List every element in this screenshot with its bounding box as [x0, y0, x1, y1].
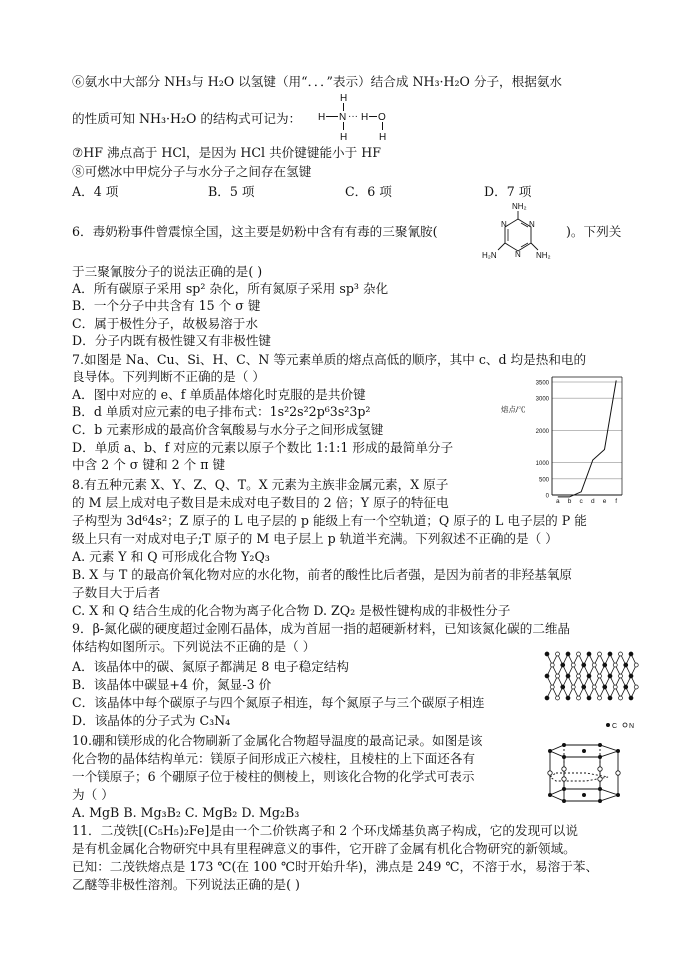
- q10-stem-3: 一个镁原子；6 个硼原子位于棱柱的侧棱上，则该化合物的化学式可表示: [72, 769, 475, 784]
- q7-option-c: C．b 元素形成的最高价含氧酸易与水分子之间形成氢键: [72, 422, 384, 437]
- q7-stem: 7.如图是 Na、Cu、Si、H、C、N 等元素单质的熔点高低的顺序，其中 c、d 均是热和电的: [72, 352, 587, 367]
- q6-option-a: A．所有碳原子采用 sp² 杂化，所有氮原子采用 sp³ 杂化: [72, 281, 389, 296]
- q6-option-c: C．属于极性分子，故极易溶于水: [72, 316, 258, 331]
- q10-stem-2: 化合物的晶体结构单元：镁原子间形成正六棱柱，且棱柱的上下面还各有: [72, 751, 475, 766]
- lattice-nitrogen-atom: [619, 674, 623, 678]
- chart-ytick-label: 2000: [535, 428, 549, 435]
- formula-h-top: H: [340, 93, 348, 104]
- lattice-nitrogen-atom: [619, 696, 623, 700]
- lattice-nitrogen-atom: [577, 674, 581, 678]
- q8-stem-4: 级上只有一对成对电子;T 原子的 M 电子层上 p 轨道半充满。下列叙述不正确的是（ ）: [72, 531, 558, 546]
- chart-xtick-label: d: [591, 498, 595, 505]
- q8-stem: 8.有五种元素 X、Y、Z、Q、T。X 元素为主族非金属元素，X 原子: [72, 477, 449, 492]
- lattice-nitrogen-atom: [598, 674, 602, 678]
- melamine-structure: [478, 200, 558, 266]
- lattice-nitrogen-atom: [598, 696, 602, 700]
- chart-ytick-label: 3000: [535, 396, 549, 403]
- lattice-nitrogen-atom: [577, 652, 581, 656]
- lattice-carbon-atom: [561, 663, 565, 667]
- q10-options: A. MgB B. Mg₃B₂ C. MgB₂ D. Mg₂B₃: [72, 805, 300, 820]
- lattice-carbon-atom: [608, 652, 612, 656]
- legend-n-label: N: [629, 723, 635, 730]
- q5-options: [72, 184, 592, 200]
- chart-xtick-label: e: [602, 498, 607, 505]
- lattice-carbon-atom: [608, 696, 612, 700]
- lattice-carbon-atom: [624, 663, 628, 667]
- q8-option-a: A. 元素 Y 和 Q 可形成化合物 Y₂Q₃: [72, 549, 270, 564]
- q9-stem-cont: 体结构如图所示。下列说法不正确的是（ ）: [72, 639, 316, 654]
- lattice-carbon-atom: [629, 674, 633, 678]
- lattice-carbon-atom: [545, 674, 549, 678]
- q6-stem-part1: 6．毒奶粉事件曾震惊全国，这主要是奶粉中含有有毒的三聚氰胺(: [72, 224, 438, 239]
- formula-hbond-dots: ···: [348, 111, 358, 122]
- melamine-nh2-top: NH₂: [512, 202, 527, 211]
- formula-n: N: [339, 112, 347, 123]
- q8-option-b: B. X 与 T 的最高价氧化物对应的水化物，前者的酸性比后者强，是因为前者的非羟基氧原: [72, 567, 573, 582]
- nh3h2o-structural-formula: [318, 92, 398, 144]
- q7-option-d-cont: 中含 2 个 σ 键和 2 个 π 键: [72, 457, 226, 472]
- q6-stem-cont: 于三聚氰胺分子的说法正确的是( ): [72, 264, 263, 279]
- melamine-ring-n-2: N: [501, 220, 507, 229]
- lattice-nitrogen-atom: [592, 663, 596, 667]
- q5-item-6: ⑥氨水中大部分 NH₃与 H₂O 以氢键（用“．．．”表示）结合成 NH₃·H₂O 分子，根据氨水: [72, 74, 563, 89]
- chart-xtick-label: f: [615, 498, 618, 505]
- lattice-carbon-atom: [629, 652, 633, 656]
- q9-option-c: C．该晶体中每个碳原子与四个氮原子相连，每个氮原子与三个碳原子相连: [72, 695, 485, 710]
- q9-stem: 9．β-氮化碳的硬度超过金刚石晶体，成为首屈一指的超硬新材料，已知该氮化碳的二维晶: [72, 621, 571, 636]
- lattice-carbon-atom: [624, 685, 628, 689]
- q11-stem: 11．二茂铁[(C₅H₅)₂Fe]是由一个二价铁离子和 2 个环戊烯基负离子构成，它的发现可以说: [72, 823, 578, 838]
- q6-option-d: D．分子内既有极性键又有非极性键: [72, 333, 272, 348]
- q5-item-7: ⑦HF 沸点高于 HCl，是因为 HCl 共价键键能小于 HF: [72, 145, 381, 160]
- q8-option-b-cont: 子数目大于后者: [72, 585, 161, 600]
- formula-h-left: H: [318, 112, 326, 123]
- lattice-carbon-atom: [582, 685, 586, 689]
- formula-o: O: [378, 112, 386, 123]
- lattice-carbon-atom: [587, 674, 591, 678]
- q11-stem-2: 是有机金属化合物研究中具有里程碑意义的事件，它开辟了金属有机化合物研究的新领域。: [72, 841, 576, 856]
- lattice-nitrogen-atom: [592, 685, 596, 689]
- lattice-nitrogen-atom: [556, 674, 560, 678]
- chart-xtick-label: a: [556, 498, 560, 505]
- lattice-carbon-atom: [608, 674, 612, 678]
- lattice-nitrogen-atom: [613, 685, 617, 689]
- q7-option-d: D．单质 a、b、f 对应的元素以原子个数比 1:1:1 形成的最简单分子: [72, 440, 454, 455]
- lattice-nitrogen-atom: [556, 696, 560, 700]
- q9-option-b: B．该晶体中碳显+4 价，氮显-3 价: [72, 677, 272, 692]
- lattice-nitrogen-atom: [634, 685, 638, 689]
- lattice-nitrogen-atom: [550, 663, 554, 667]
- lattice-nitrogen-atom: [556, 652, 560, 656]
- lattice-carbon-atom: [566, 652, 570, 656]
- q5-option-d: D．7 项: [484, 184, 532, 199]
- lattice-carbon-atom: [545, 652, 549, 656]
- melamine-nh2-right: NH₂: [536, 251, 551, 260]
- q9-option-a: A．该晶体中的碳、氮原子都满足 8 电子稳定结构: [72, 659, 349, 674]
- lattice-carbon-atom: [582, 663, 586, 667]
- melamine-ring-n-1: N: [529, 220, 535, 229]
- q7-option-a: A．图中对应的 e、f 单质晶体熔化时克服的是共价键: [72, 387, 366, 402]
- q11-stem-3: 已知：二茂铁熔点是 173 ℃(在 100 ℃时开始升华)，沸点是 249 ℃，不溶于水，易溶于苯、: [72, 859, 599, 874]
- chart-ytick-label: 0: [545, 493, 549, 500]
- lattice-carbon-atom: [587, 652, 591, 656]
- legend-c-dot: [606, 723, 610, 727]
- lattice-nitrogen-atom: [613, 663, 617, 667]
- lattice-carbon-atom: [629, 696, 633, 700]
- formula-h-bottom-right: H: [379, 132, 387, 143]
- q8-stem-2: 的 M 层上成对电子数目是未成对电子数目的 2 倍；Y 原子的特征电: [72, 495, 449, 510]
- chart-ytick-label: 1000: [535, 461, 549, 468]
- legend-n-dot: [623, 723, 627, 727]
- formula-h-mid: H: [361, 112, 369, 123]
- q7-option-b: B．d 单质对应元素的电子排布式：1s²2s²2p⁶3s²3p²: [72, 404, 371, 419]
- lattice-nitrogen-atom: [634, 663, 638, 667]
- chart-ylabel: 熔点/℃: [501, 405, 526, 414]
- q11-stem-4: 乙醚等非极性溶剂。下列说法正确的是( ): [72, 877, 300, 892]
- melting-point-chart: [500, 370, 628, 510]
- lattice-nitrogen-atom: [550, 685, 554, 689]
- q5-item-8: ⑧可燃冰中甲烷分子与水分子之间存在氢键: [72, 164, 312, 179]
- q10-stem: 10.硼和镁形成的化合物刷新了金属化合物超导温度的最高记录。如图是该: [72, 733, 483, 748]
- q8-option-cd: C. X 和 Q 结合生成的化合物为离子化合物 D. ZQ₂ 是极性键构成的非极性分子: [72, 603, 511, 618]
- lattice-carbon-atom: [587, 696, 591, 700]
- q5-item-6-cont: 的性质可知 NH₃·H₂O 的结构式可记为：: [72, 111, 302, 126]
- chart-series-line: [558, 380, 616, 497]
- q5-option-a: A．4 项: [72, 184, 119, 199]
- lattice-carbon-atom: [545, 696, 549, 700]
- chart-ytick-label: 500: [538, 477, 549, 484]
- lattice-carbon-atom: [561, 685, 565, 689]
- lattice-nitrogen-atom: [577, 696, 581, 700]
- lattice-carbon-atom: [603, 663, 607, 667]
- q7-stem-cont: 良导体。下列判断不正确的是（ ）: [72, 369, 265, 384]
- mgb-crystal-unit-figure: [546, 737, 636, 809]
- formula-h-bottom-left: H: [340, 132, 348, 143]
- chart-ytick-label: 3500: [535, 380, 549, 387]
- lattice-carbon-atom: [566, 674, 570, 678]
- lattice-nitrogen-atom: [571, 663, 575, 667]
- q10-stem-4: 为（ ）: [72, 787, 114, 802]
- chart-xtick-label: c: [579, 498, 583, 505]
- lattice-nitrogen-atom: [571, 685, 575, 689]
- lattice-nitrogen-atom: [598, 652, 602, 656]
- melamine-nh2-left: H₂N: [482, 251, 497, 260]
- melamine-ring-n-3: N: [515, 250, 521, 259]
- chart-xtick-label: b: [567, 498, 572, 505]
- q8-stem-3: 子构型为 3d⁶4s²；Z 原子的 L 电子层的 p 能级上有一个空轨道；Q 原子的 L 电子层的 P 能: [72, 513, 587, 528]
- lattice-nitrogen-atom: [619, 652, 623, 656]
- q9-option-d: D．该晶体的分子式为 C₃N₄: [72, 713, 231, 728]
- carbon-nitride-lattice-figure: [541, 648, 641, 730]
- lattice-carbon-atom: [566, 696, 570, 700]
- q5-option-b: B．5 项: [208, 184, 255, 199]
- q5-option-c: C．6 项: [345, 184, 392, 199]
- legend-c-label: C: [612, 723, 618, 730]
- lattice-carbon-atom: [603, 685, 607, 689]
- q6-option-b: B．一个分子中共含有 15 个 σ 键: [72, 298, 261, 313]
- q6-stem-part2: )。下列关: [566, 224, 622, 239]
